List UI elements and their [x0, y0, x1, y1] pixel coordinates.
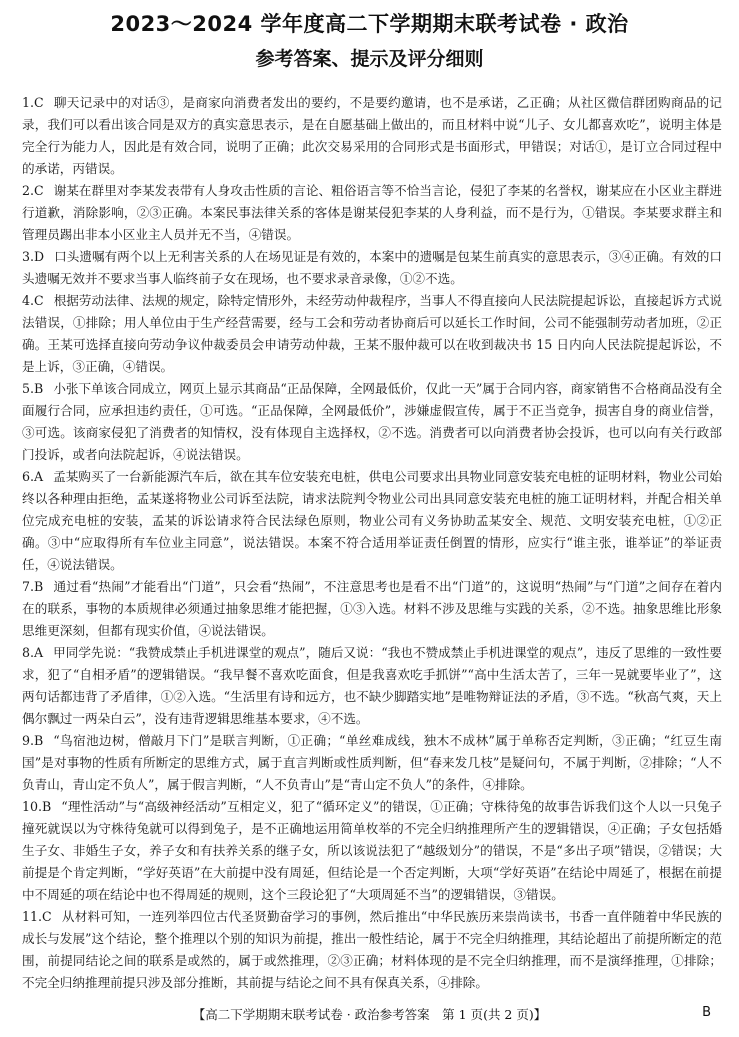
paper-version-label: B [702, 1005, 711, 1020]
answer-item-6 [22, 466, 722, 576]
item-number: 4. [22, 293, 35, 308]
item-explanation: 从材料可知，一连列举四位古代圣贤勤奋学习的事例，然后推出“中华民族历来崇尚读书，书香一直伴随着中华民族的成长与发展”这个结论，整个推理以个别的知识为前提，推出一般性结论，属于不完全归纳推理，其结论超出了前提所断定的范围，前提同结论之间的联系是或然的，属于或然推理，②③正确；材料体现的是不完全归纳推理，而不是演绎推理，①排除；不完全归纳推理前提只涉及部分推断，其前提与结论之间不具有保真关系，④排除。 [22, 909, 722, 990]
item-number: 9. [22, 733, 35, 748]
answer-item-9 [22, 730, 722, 796]
item-number: 1. [22, 95, 35, 110]
item-answer: C [34, 95, 44, 110]
item-answer: B [34, 733, 44, 748]
page-footer: 【高二下学期期末联考试卷 · 政治参考答案 第 1 页(共 2 页)】 [192, 1007, 547, 1022]
item-answer: B [34, 579, 44, 594]
item-explanation: 口头遗嘱有两个以上无利害关系的人在场见证是有效的，本案中的遗嘱是包某生前真实的意思表示，③④正确。有效的口头遗嘱无效并不要求当事人临终前子女在现场，也不要求录音录像，①②不选。 [22, 249, 722, 286]
item-explanation: “理性活动”与“高级神经活动”互相定义，犯了“循环定义”的错误，①正确；守株待兔的故事告诉我们这个人以一只兔子撞死就误以为守株待兔就可以得到兔子，是不正确地运用简单枚举的不完全归纳推理所产生的逻辑错误，④正确；子女包括婚生子女、非婚生子女，养子女和有扶养关系的继子女，所以该说法犯了“越级划分”的错误，不是“多出子项”错误，②错误；大前提是个肯定判断，“学好英语”在大前提中没有周延，但结论是一个否定判断，大项“学好英语”在结论中周延了，根据在前提中不周延的项在结论中也不得周延的规则，这个三段论犯了“大项周延不当”的逻辑错误，③错误。 [22, 799, 722, 902]
item-answer: C [42, 909, 52, 924]
item-explanation: 通过看“热闹”才能看出“门道”，只会看“热闹”，不注意思考也是看不出“门道”的，这说明“热闹”与“门道”之间存在着内在的联系，事物的本质规律必须通过抽象思维才能把握，①③入选。材料不涉及思维与实践的关系，②不选。抽象思维比形象思维更深刻，但都有现实价值，④说法错误。 [22, 579, 722, 638]
item-number: 2. [22, 183, 35, 198]
item-answer: A [34, 469, 44, 484]
item-number: 11. [22, 909, 43, 924]
item-answer: B [42, 799, 52, 814]
item-number: 10. [22, 799, 43, 814]
answer-item-7 [22, 576, 722, 642]
item-explanation: 孟某购买了一台新能源汽车后，欲在其车位安装充电桩，供电公司要求出具物业同意安装充电桩的证明材料，物业公司始终以各种理由拒绝，孟某遂将物业公司诉至法院，请求法院判令物业公司出具同意安装充电桩的施工证明材料，并配合相关单位完成充电桩的安装，孟某的诉讼请求符合民法绿色原则，物业公司有义务协助孟某安全、规范、文明安装充电桩，①②正确。③中“应取得所有车位业主同意”，说法错误。本案不符合适用举证责任倒置的情形，应实行“谁主张，谁举证”的举证责任，④说法错误。 [22, 469, 722, 572]
item-explanation: 根据劳动法律、法规的规定，除特定情形外，未经劳动仲裁程序，当事人不得直接向人民法院提起诉讼，直接起诉方式说法错误，①排除；用人单位由于生产经营需要，经与工会和劳动者协商后可以延长工作时间，公司不能强制劳动者加班，②正确。王某可选择直接向劳动争议仲裁委员会申请劳动仲裁，王某不服仲裁可以在收到裁决书 15 日内向人民法院提起诉讼，不是上诉，③正确，④错误。 [22, 293, 722, 374]
answer-item-5 [22, 378, 722, 466]
item-explanation: 小张下单该合同成立，网页上显示其商品“正品保障，全网最低价，仅此一天”属于合同内容，商家销售不合格商品没有全面履行合同，应承担违约责任，①可选。“正品保障，全网最低价”，涉嫌虚假宣传，属于不正当竞争，损害自身的商业信誉，③可选。该商家侵犯了消费者的知情权，没有体现自主选择权，②不选。消费者可以向消费者协会投诉，也可以向有关行政部门投诉，或者向法院起诉，④说法错误。 [22, 381, 722, 462]
item-answer: B [34, 381, 44, 396]
answer-item-11 [22, 906, 722, 994]
page-title: 2023～2024 学年度高二下学期期末联考试卷 · 政治 [110, 12, 629, 36]
answer-list [22, 92, 722, 994]
page-subtitle: 参考答案、提示及评分细则 [255, 48, 484, 70]
item-answer: C [34, 183, 44, 198]
answer-item-4 [22, 290, 722, 378]
item-explanation: 甲同学先说：“我赞成禁止手机进课堂的观点”，随后又说：“我也不赞成禁止手机进课堂的观点”，违反了思维的一致性要求，犯了“自相矛盾”的逻辑错误。“我早餐不喜欢吃面食，但是我喜欢吃手抓饼”“高中生活太苦了，三年一晃就要毕业了”，这两句话都违背了矛盾律，①②入选。“生活里有诗和远方，也不缺少脚踏实地”是唯物辩证法的矛盾，③不选。“秋高气爽，天上偶尔飘过一两朵白云”，没有违背逻辑思维基本要求，④不选。 [22, 645, 722, 726]
answer-item-1 [22, 92, 722, 180]
item-answer: C [34, 293, 44, 308]
answer-item-8 [22, 642, 722, 730]
item-explanation: 聊天记录中的对话③，是商家向消费者发出的要约，不是要约邀请，也不是承诺，乙正确；从社区微信群团购商品的记录，我们可以看出该合同是双方的真实意思表示，是在自愿基础上做出的，而且材料中说“儿子、女儿都喜欢吃”，说明主体是完全行为能力人，因此是有效合同，说明了正确；此次交易采用的合同形式是书面形式，甲错误；对话①，是订立合同过程中的承诺，丙错误。 [22, 95, 722, 176]
item-number: 7. [22, 579, 35, 594]
answer-item-2 [22, 180, 722, 246]
item-explanation: 谢某在群里对李某发表带有人身攻击性质的言论、粗俗语言等不恰当言论，侵犯了李某的名誉权，谢某应在小区业主群进行道歉，消除影响，②③正确。本案民事法律关系的客体是谢某侵犯李某的人身利益，而不是行为，①错误。李某要求群主和管理员踢出非本小区业主人员并无不当，④错误。 [22, 183, 722, 242]
answer-item-10 [22, 796, 722, 906]
item-answer: D [34, 249, 45, 264]
item-number: 3. [22, 249, 35, 264]
item-explanation: “鸟宿池边树，僧敲月下门”是联言判断，①正确；“单丝难成线，独木不成林”属于单称否定判断，③正确；“红豆生南国”是对事物的性质有所断定的思维方式，属于直言判断或性质判断，但“春来发几枝”是疑问句，不属于判断，②排除；“人不负青山，青山定不负人”，属于假言判断，“人不负青山”是“青山定不负人”的条件，④排除。 [22, 733, 722, 792]
item-number: 6. [22, 469, 35, 484]
item-number: 5. [22, 381, 35, 396]
item-answer: A [34, 645, 44, 660]
item-number: 8. [22, 645, 35, 660]
answer-item-3 [22, 246, 722, 290]
